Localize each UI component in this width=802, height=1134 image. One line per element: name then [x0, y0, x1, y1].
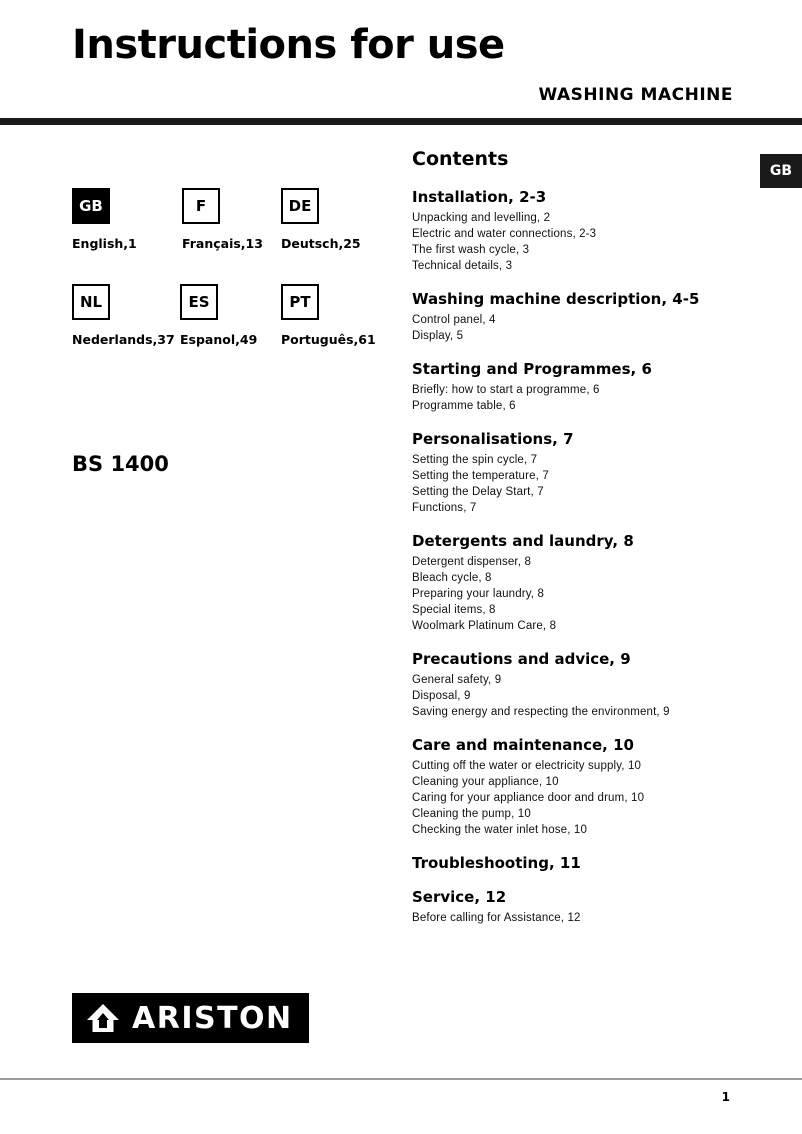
toc-section-title[interactable]: Care and maintenance, 10	[412, 736, 634, 754]
model-number: BS 1400	[72, 452, 169, 476]
product-subtitle: WASHING MACHINE	[538, 85, 733, 105]
footer-divider	[0, 1078, 802, 1080]
toc-entry[interactable]: Saving energy and respecting the environment, 9	[412, 706, 670, 718]
language-label-de: Deutsch,25	[281, 236, 361, 251]
language-code-f: F	[182, 188, 220, 224]
toc-entry[interactable]: Caring for your appliance door and drum, 10	[412, 792, 645, 804]
toc-section-title[interactable]: Personalisations, 7	[412, 430, 574, 448]
toc-section-title[interactable]: Washing machine description, 4-5	[412, 290, 700, 308]
language-item-gb[interactable]	[72, 188, 137, 251]
brand-name: ARISTON	[132, 1000, 293, 1036]
toc-entry[interactable]: Display, 5	[412, 330, 464, 342]
page-number: 1	[721, 1090, 730, 1104]
language-code-nl: NL	[72, 284, 110, 320]
language-item-f[interactable]	[182, 188, 263, 251]
language-label-pt: Português,61	[281, 332, 376, 347]
toc-entry[interactable]: Woolmark Platinum Care, 8	[412, 620, 557, 632]
toc-section-title[interactable]: Precautions and advice, 9	[412, 650, 631, 668]
toc-entry[interactable]: Programme table, 6	[412, 400, 516, 412]
toc-section	[412, 650, 742, 720]
language-side-tab: GB	[760, 154, 802, 188]
toc-entry[interactable]: Setting the Delay Start, 7	[412, 486, 544, 498]
toc-section-title[interactable]: Detergents and laundry, 8	[412, 532, 634, 550]
language-list	[72, 188, 392, 380]
toc-entry[interactable]: Electric and water connections, 2-3	[412, 228, 597, 240]
language-item-nl[interactable]	[72, 284, 175, 347]
toc-section	[412, 532, 742, 634]
toc-entry[interactable]: Preparing your laundry, 8	[412, 588, 545, 600]
language-code-es: ES	[180, 284, 218, 320]
toc-entry[interactable]: The first wash cycle, 3	[412, 244, 530, 256]
table-of-contents	[412, 148, 742, 942]
language-row-1	[72, 188, 392, 284]
toc-section	[412, 360, 742, 414]
toc-entry[interactable]: Cutting off the water or electricity supply, 10	[412, 760, 642, 772]
language-row-2	[72, 284, 392, 380]
toc-section-title[interactable]: Service, 12	[412, 888, 507, 906]
toc-entry[interactable]: Setting the spin cycle, 7	[412, 454, 538, 466]
language-label-nl: Nederlands,37	[72, 332, 175, 347]
toc-entry[interactable]: Setting the temperature, 7	[412, 470, 549, 482]
language-label-f: Français,13	[182, 236, 263, 251]
contents-heading: Contents	[412, 148, 509, 170]
toc-entry[interactable]: Bleach cycle, 8	[412, 572, 492, 584]
language-item-de[interactable]	[281, 188, 361, 251]
toc-section	[412, 854, 742, 872]
toc-section	[412, 290, 742, 344]
toc-entry[interactable]: General safety, 9	[412, 674, 502, 686]
toc-entry[interactable]: Control panel, 4	[412, 314, 496, 326]
toc-section	[412, 188, 742, 274]
toc-entry[interactable]: Checking the water inlet hose, 10	[412, 824, 587, 836]
toc-section	[412, 430, 742, 516]
toc-entry[interactable]: Cleaning your appliance, 10	[412, 776, 559, 788]
language-code-gb: GB	[72, 188, 110, 224]
toc-section-title[interactable]: Installation, 2-3	[412, 188, 547, 206]
header-divider	[0, 118, 802, 125]
toc-section-title[interactable]: Troubleshooting, 11	[412, 854, 581, 872]
toc-entry[interactable]: Briefly: how to start a programme, 6	[412, 384, 600, 396]
toc-entry[interactable]: Functions, 7	[412, 502, 477, 514]
toc-section	[412, 888, 742, 926]
language-item-es[interactable]	[180, 284, 257, 347]
page-title: Instructions for use	[72, 22, 505, 68]
language-label-es: Espanol,49	[180, 332, 258, 347]
toc-entry[interactable]: Detergent dispenser, 8	[412, 556, 532, 568]
toc-entry[interactable]: Disposal, 9	[412, 690, 471, 702]
house-icon	[86, 1002, 120, 1034]
toc-entry[interactable]: Cleaning the pump, 10	[412, 808, 531, 820]
language-code-pt: PT	[281, 284, 319, 320]
language-item-pt[interactable]	[281, 284, 376, 347]
brand-logo	[72, 993, 309, 1043]
toc-entry[interactable]: Before calling for Assistance, 12	[412, 912, 581, 924]
toc-section-title[interactable]: Starting and Programmes, 6	[412, 360, 652, 378]
language-label-gb: English,1	[72, 236, 137, 251]
toc-entry[interactable]: Unpacking and levelling, 2	[412, 212, 551, 224]
toc-entry[interactable]: Special items, 8	[412, 604, 496, 616]
toc-entry[interactable]: Technical details, 3	[412, 260, 513, 272]
language-code-de: DE	[281, 188, 319, 224]
toc-section	[412, 736, 742, 838]
